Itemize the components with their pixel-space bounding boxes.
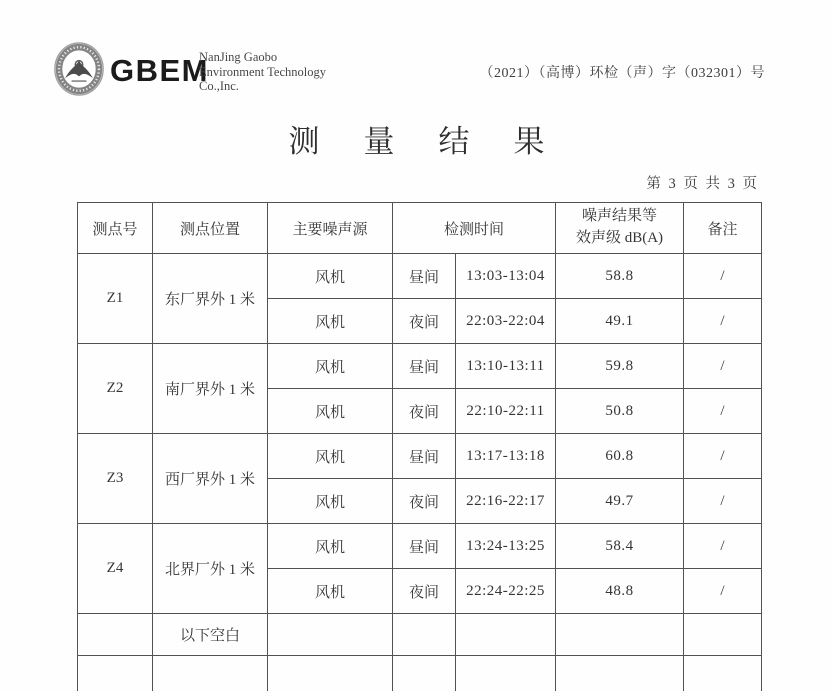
cell-source: 风机	[268, 389, 393, 434]
cell-point: Z3	[78, 434, 153, 524]
cell-source: 风机	[268, 344, 393, 389]
cell-remark: /	[684, 389, 762, 434]
empty-cell	[393, 656, 456, 691]
col-header-time: 检测时间	[393, 203, 556, 254]
cell-location: 东厂界外 1 米	[153, 254, 268, 344]
cell-time: 13:10-13:11	[456, 344, 556, 389]
table-row	[78, 524, 762, 569]
empty-cell	[268, 614, 393, 656]
cell-period: 夜间	[393, 569, 456, 614]
cell-result: 49.1	[556, 299, 684, 344]
empty-cell	[268, 656, 393, 691]
cell-time: 22:10-22:11	[456, 389, 556, 434]
company-name-line: NanJing Gaobo	[199, 50, 278, 64]
cell-period: 夜间	[393, 479, 456, 524]
cell-period: 昼间	[393, 344, 456, 389]
cell-remark: /	[684, 299, 762, 344]
blank-note-row	[78, 614, 762, 656]
company-seal-icon	[53, 40, 105, 98]
cell-period: 昼间	[393, 524, 456, 569]
cell-point: Z2	[78, 344, 153, 434]
empty-cell	[456, 614, 556, 656]
cell-time: 22:03-22:04	[456, 299, 556, 344]
company-name-line: Co.,Inc.	[199, 79, 239, 93]
col-header-result-line1: 噪声结果等	[582, 208, 658, 225]
cell-time: 22:16-22:17	[456, 479, 556, 524]
cell-source: 风机	[268, 524, 393, 569]
col-header-result-line2: 效声级 dB(A)	[575, 230, 664, 246]
cell-source: 风机	[268, 254, 393, 299]
empty-cell	[684, 656, 762, 691]
empty-cell	[393, 614, 456, 656]
col-header-result	[556, 203, 684, 254]
cell-result: 58.8	[556, 254, 684, 299]
col-header-location: 测点位置	[153, 203, 268, 254]
company-logo-text: GBEM	[110, 53, 209, 88]
page-indicator: 第 3 页 共 3 页	[646, 176, 759, 192]
cell-result: 49.7	[556, 479, 684, 524]
cell-result: 48.8	[556, 569, 684, 614]
cell-location: 西厂界外 1 米	[153, 434, 268, 524]
cell-source: 风机	[268, 434, 393, 479]
document-number: （2021）（高博）环检（声）字（032301）号	[479, 66, 765, 81]
cell-source: 风机	[268, 479, 393, 524]
table-row	[78, 344, 762, 389]
cell-remark: /	[684, 524, 762, 569]
measurement-table	[77, 202, 762, 691]
table-row	[78, 434, 762, 479]
empty-cell	[153, 656, 268, 691]
cell-remark: /	[684, 344, 762, 389]
cell-point: Z4	[78, 524, 153, 614]
col-header-source: 主要噪声源	[268, 203, 393, 254]
cell-period: 夜间	[393, 299, 456, 344]
cell-point: Z1	[78, 254, 153, 344]
cell-time: 13:03-13:04	[456, 254, 556, 299]
cell-result: 58.4	[556, 524, 684, 569]
cell-time: 22:24-22:25	[456, 569, 556, 614]
table-header-row	[78, 203, 762, 254]
cell-location: 北界厂外 1 米	[153, 524, 268, 614]
cell-remark: /	[684, 434, 762, 479]
cell-time: 13:17-13:18	[456, 434, 556, 479]
empty-row	[78, 656, 762, 691]
blank-note-cell: 以下空白	[153, 614, 268, 656]
cell-result: 59.8	[556, 344, 684, 389]
cell-location: 南厂界外 1 米	[153, 344, 268, 434]
table-row	[78, 254, 762, 299]
cell-source: 风机	[268, 299, 393, 344]
empty-cell	[556, 656, 684, 691]
empty-cell	[78, 614, 153, 656]
cell-period: 昼间	[393, 434, 456, 479]
cell-remark: /	[684, 479, 762, 524]
cell-result: 60.8	[556, 434, 684, 479]
col-header-point: 测点号	[78, 203, 153, 254]
empty-cell	[556, 614, 684, 656]
cell-result: 50.8	[556, 389, 684, 434]
empty-cell	[684, 614, 762, 656]
cell-source: 风机	[268, 569, 393, 614]
col-header-remark: 备注	[684, 203, 762, 254]
company-name	[199, 50, 326, 94]
cell-remark: /	[684, 569, 762, 614]
empty-cell	[78, 656, 153, 691]
cell-remark: /	[684, 254, 762, 299]
cell-period: 昼间	[393, 254, 456, 299]
page-title: 测量结果	[288, 124, 589, 159]
cell-time: 13:24-13:25	[456, 524, 556, 569]
empty-cell	[456, 656, 556, 691]
company-name-line: Environment Technology	[199, 64, 326, 79]
cell-period: 夜间	[393, 389, 456, 434]
